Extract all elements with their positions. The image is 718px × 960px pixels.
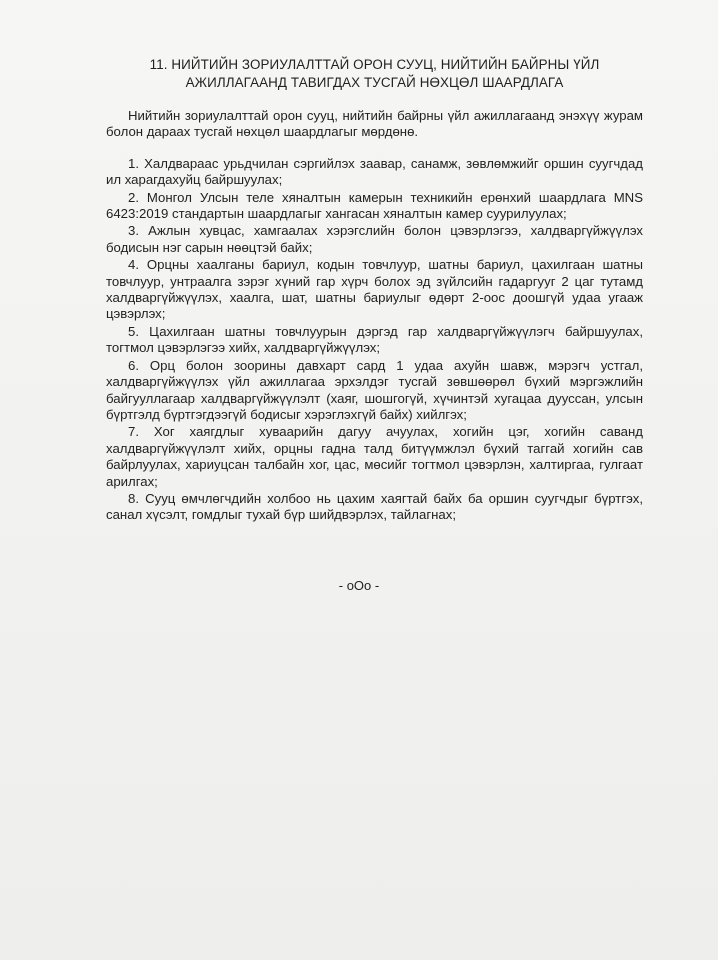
document-body [106,56,643,525]
list-item-2: 2. Монгол Улсын теле хяналтын камерын техникийн ерөнхий шаардлага MNS 6423:2019 стандартын шаардлагыг хангасан хяналтын камер суурилуулах; [106,189,643,222]
title-line-1: 11. НИЙТИЙН ЗОРИУЛАЛТТАЙ ОРОН СУУЦ, НИЙТИЙН БАЙРНЫ ҮЙЛ [149,57,600,72]
intro-paragraph: Нийтийн зориулалттай орон сууц, нийтийн байрны үйл ажиллагаанд энэхүү журам болон дараах тусгай нөхцөл шаардлагыг мөрдөнө. [106,108,643,140]
list-item-5: 5. Цахилгаан шатны товчлуурын дэргэд гар халдваргүйжүүлэгч байршуулах, тогтмол цэвэрлэгээ хийх, халдваргүйжүүлэх; [106,323,643,356]
list-item-6: 6. Орц болон зоорины давхарт сард 1 удаа ахуйн шавж, мэрэгч устгал, халдваргүйжүүлэх үйл ажиллагаа эрхэлдэг тусгай зөвшөөрөл бүхий мэргэжлийн байгууллагаар халдваргүйжүүлэлт (хаяг, шошгогүй, хүчинтэй хугацаа дууссан, улсын бүртгэлд бүртгэгдээгүй бодисыг хэрэглэхгүй байх) хийлгэх; [106,357,643,422]
title-line-2: АЖИЛЛАГААНД ТАВИГДАХ ТУСГАЙ НӨХЦӨЛ ШААРДЛАГА [185,75,564,90]
document-footer-mark: - oOo - [338,578,380,593]
list-item-8: 8. Сууц өмчлөгчдийн холбоо нь цахим хаягтай байх ба оршин суугчдыг бүртгэх, санал хүсэлт, гомдлыг тухай бүр шийдвэрлэх, тайлагнах; [106,490,643,523]
list-item-3: 3. Ажлын хувцас, хамгаалах хэрэгслийн болон цэвэрлэгээ, халдваргүйжүүлэх бодисын нэг сарын нөөцтэй байх; [106,223,643,255]
list-item-7: 7. Хог хаягдлыг хуваарийн дагуу ачуулах, хогийн цэг, хогийн саванд халдваргүйжүүлэлт хийх, орцны гадна талд битүүмжлэл бүхий таггай хогийн сав байрлуулах, хариуцсан талбайн хог, цас, мөсийг тогтмол цэвэрлэн, халтиргаа, гулгаат арилгах; [106,424,643,489]
document-title [106,56,643,92]
list-item-4: 4. Орцны хаалганы бариул, кодын товчлуур, шатны бариул, цахилгаан шатны товчлуур, унтраалга зэрэг хүний гар хүрч болох эд зүйлсийн гадаргууг 2 цаг тутамд халдваргүйжүүлэх, хаалга, шат, шатны бариулыг өдөрт 2-оос доошгүй удаа угааж цэвэрлэх; [106,257,643,322]
list-item-1: 1. Халдвараас урьдчилан сэргийлэх заавар, санамж, зөвлөмжийг оршин суугчдад ил харагдахуйц байршуулах; [106,155,643,188]
